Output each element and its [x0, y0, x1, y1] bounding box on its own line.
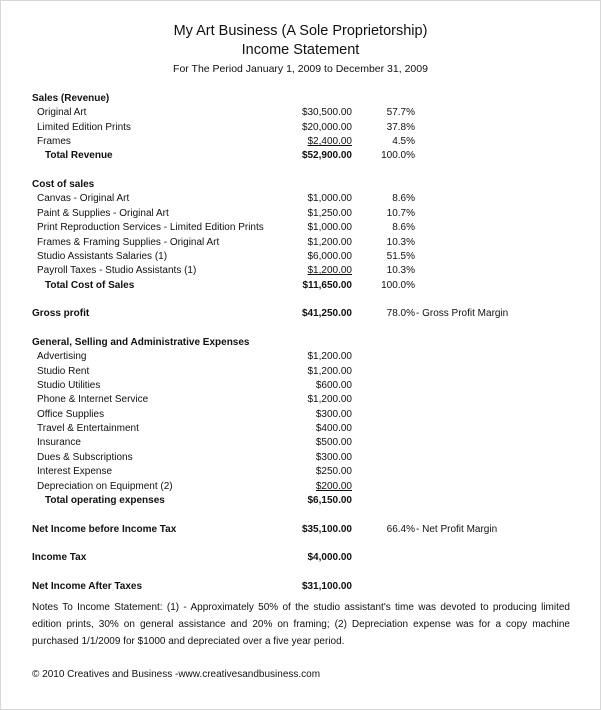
line-item-phone-internet-service — [0, 393, 601, 407]
line-label: Frames — [37, 136, 71, 147]
line-amount: $200.00 — [315, 480, 352, 492]
line-item-studio-assistants-salaries-1 — [0, 250, 601, 264]
line-label: Total Revenue — [45, 150, 113, 162]
margin-note: - Net Profit Margin — [416, 523, 498, 535]
line-item-original-art — [0, 106, 601, 120]
line-item-canvas-original-art — [0, 192, 601, 206]
line-label: Net Income before Income Tax — [32, 523, 177, 535]
copyright-line: © 2010 Creatives and Business -www.creativesandbusiness.com — [32, 669, 321, 680]
line-item-income-tax — [0, 551, 601, 565]
line-label: Paint & Supplies - Original Art — [37, 207, 169, 219]
line-label: Canvas - Original Art — [37, 193, 130, 205]
line-item-total-operating-expenses — [0, 494, 601, 508]
line-percent: 51.5% — [386, 250, 415, 262]
line-amount: $1,200.00 — [307, 394, 352, 406]
line-amount: $1,200.00 — [307, 351, 352, 363]
line-amount: $52,900.00 — [301, 150, 352, 162]
line-label: Studio Assistants Salaries (1) — [37, 250, 168, 262]
line-label: Insurance — [37, 437, 81, 449]
line-amount: $300.00 — [315, 451, 352, 463]
line-amount: $11,650.00 — [302, 279, 352, 291]
line-percent: 57.7% — [386, 107, 415, 119]
line-item-interest-expense — [0, 465, 601, 479]
line-label: Frames & Framing Supplies - Original Art — [37, 236, 220, 248]
line-item-gross-profit — [0, 307, 601, 321]
line-label: Studio Rent — [37, 365, 90, 377]
line-label: Depreciation on Equipment (2) — [37, 480, 173, 492]
line-amount: $30,500.00 — [301, 107, 352, 119]
line-item-studio-rent — [0, 365, 601, 379]
line-label: Interest Expense — [37, 466, 113, 478]
line-item-advertising — [0, 350, 601, 364]
line-amount: $600.00 — [315, 380, 352, 391]
line-label: Dues & Subscriptions — [37, 451, 133, 463]
line-item-depreciation-on-equipment-2 — [0, 480, 601, 494]
line-percent: 4.5% — [392, 136, 415, 147]
line-amount: $1,200.00 — [307, 236, 352, 248]
line-label: Payroll Taxes - Studio Assistants (1) — [37, 265, 197, 277]
statement-title: Income Statement — [241, 42, 360, 58]
line-amount: $1,000.00 — [307, 222, 352, 234]
line-label: Sales (Revenue) — [32, 93, 110, 104]
period-subtitle: For The Period January 1, 2009 to December 31, 2009 — [173, 63, 428, 75]
line-label: Phone & Internet Service — [37, 394, 149, 406]
line-item-net-income-before-income-tax — [0, 523, 601, 537]
line-label: Income Tax — [32, 552, 87, 564]
company-title: My Art Business (A Sole Proprietorship) — [173, 23, 428, 39]
line-percent: 8.6% — [392, 193, 415, 205]
line-item-frames — [0, 135, 601, 149]
line-percent: 10.3% — [386, 236, 415, 248]
line-label: Advertising — [37, 351, 87, 363]
line-label: Original Art — [37, 107, 87, 119]
line-label: Limited Edition Prints — [37, 121, 131, 133]
line-percent: 100.0% — [381, 279, 415, 291]
line-item-total-cost-of-sales — [0, 279, 601, 293]
line-label: Print Reproduction Services - Limited Edition Prints — [37, 222, 264, 234]
line-amount: $300.00 — [315, 408, 352, 420]
line-item-print-reproduction-services-limited-edition-prints — [0, 221, 601, 235]
line-percent: 8.6% — [392, 222, 415, 234]
line-label: Office Supplies — [37, 408, 105, 420]
line-amount: $6,150.00 — [307, 494, 352, 506]
line-percent: 78.0% — [386, 308, 415, 320]
line-item-travel-entertainment — [0, 422, 601, 436]
line-amount: $400.00 — [315, 423, 352, 435]
line-item-dues-subscriptions — [0, 451, 601, 465]
line-item-net-income-after-taxes — [0, 580, 601, 594]
line-amount: $1,000.00 — [307, 193, 352, 205]
line-item-limited-edition-prints — [0, 121, 601, 135]
line-amount: $2,400.00 — [307, 136, 352, 147]
line-amount: $1,200.00 — [307, 365, 352, 377]
section-heading-sales-revenue — [0, 92, 601, 106]
line-percent: 37.8% — [386, 121, 415, 133]
line-label: Total operating expenses — [45, 494, 165, 506]
line-amount: $35,100.00 — [301, 523, 352, 535]
statement-notes: Notes To Income Statement: (1) - Approximately 50% of the studio assistant's time was devoted to producing limited edition prints, 30% on general assistance and 20% on framing; (2) Depreciation expense was for a copy machine purchased 1/1/2009 for $1000 and depreciated over a five year period. — [32, 602, 570, 647]
section-heading-cost-of-sales — [0, 178, 601, 192]
line-amount: $4,000.00 — [307, 552, 352, 564]
line-item-payroll-taxes-studio-assistants-1 — [0, 264, 601, 278]
line-item-total-revenue — [0, 149, 601, 163]
line-label: General, Selling and Administrative Expenses — [32, 337, 250, 348]
line-item-office-supplies — [0, 408, 601, 422]
line-percent: 66.4% — [386, 523, 415, 535]
line-amount: $1,200.00 — [307, 265, 352, 277]
line-amount: $20,000.00 — [301, 121, 352, 133]
line-label: Cost of sales — [32, 179, 95, 191]
line-percent: 10.3% — [386, 265, 415, 277]
line-amount: $250.00 — [315, 466, 352, 478]
line-label: Total Cost of Sales — [45, 279, 135, 291]
line-amount: $41,250.00 — [301, 308, 352, 320]
line-amount: $1,250.00 — [307, 207, 352, 219]
section-heading-general-selling-and-administrative-expenses — [0, 336, 601, 350]
line-amount: $500.00 — [315, 437, 352, 449]
line-item-paint-supplies-original-art — [0, 207, 601, 221]
line-amount: $6,000.00 — [307, 250, 352, 262]
line-label: Net Income After Taxes — [32, 580, 143, 592]
line-label: Gross profit — [32, 308, 90, 320]
line-amount: $31,100.00 — [301, 580, 352, 592]
line-item-insurance — [0, 436, 601, 450]
line-label: Studio Utilities — [37, 380, 101, 391]
line-item-frames-framing-supplies-original-art — [0, 236, 601, 250]
line-percent: 100.0% — [381, 150, 415, 162]
margin-note: - Gross Profit Margin — [416, 308, 509, 320]
line-percent: 10.7% — [386, 207, 415, 219]
line-label: Travel & Entertainment — [37, 423, 139, 435]
line-item-studio-utilities — [0, 379, 601, 393]
